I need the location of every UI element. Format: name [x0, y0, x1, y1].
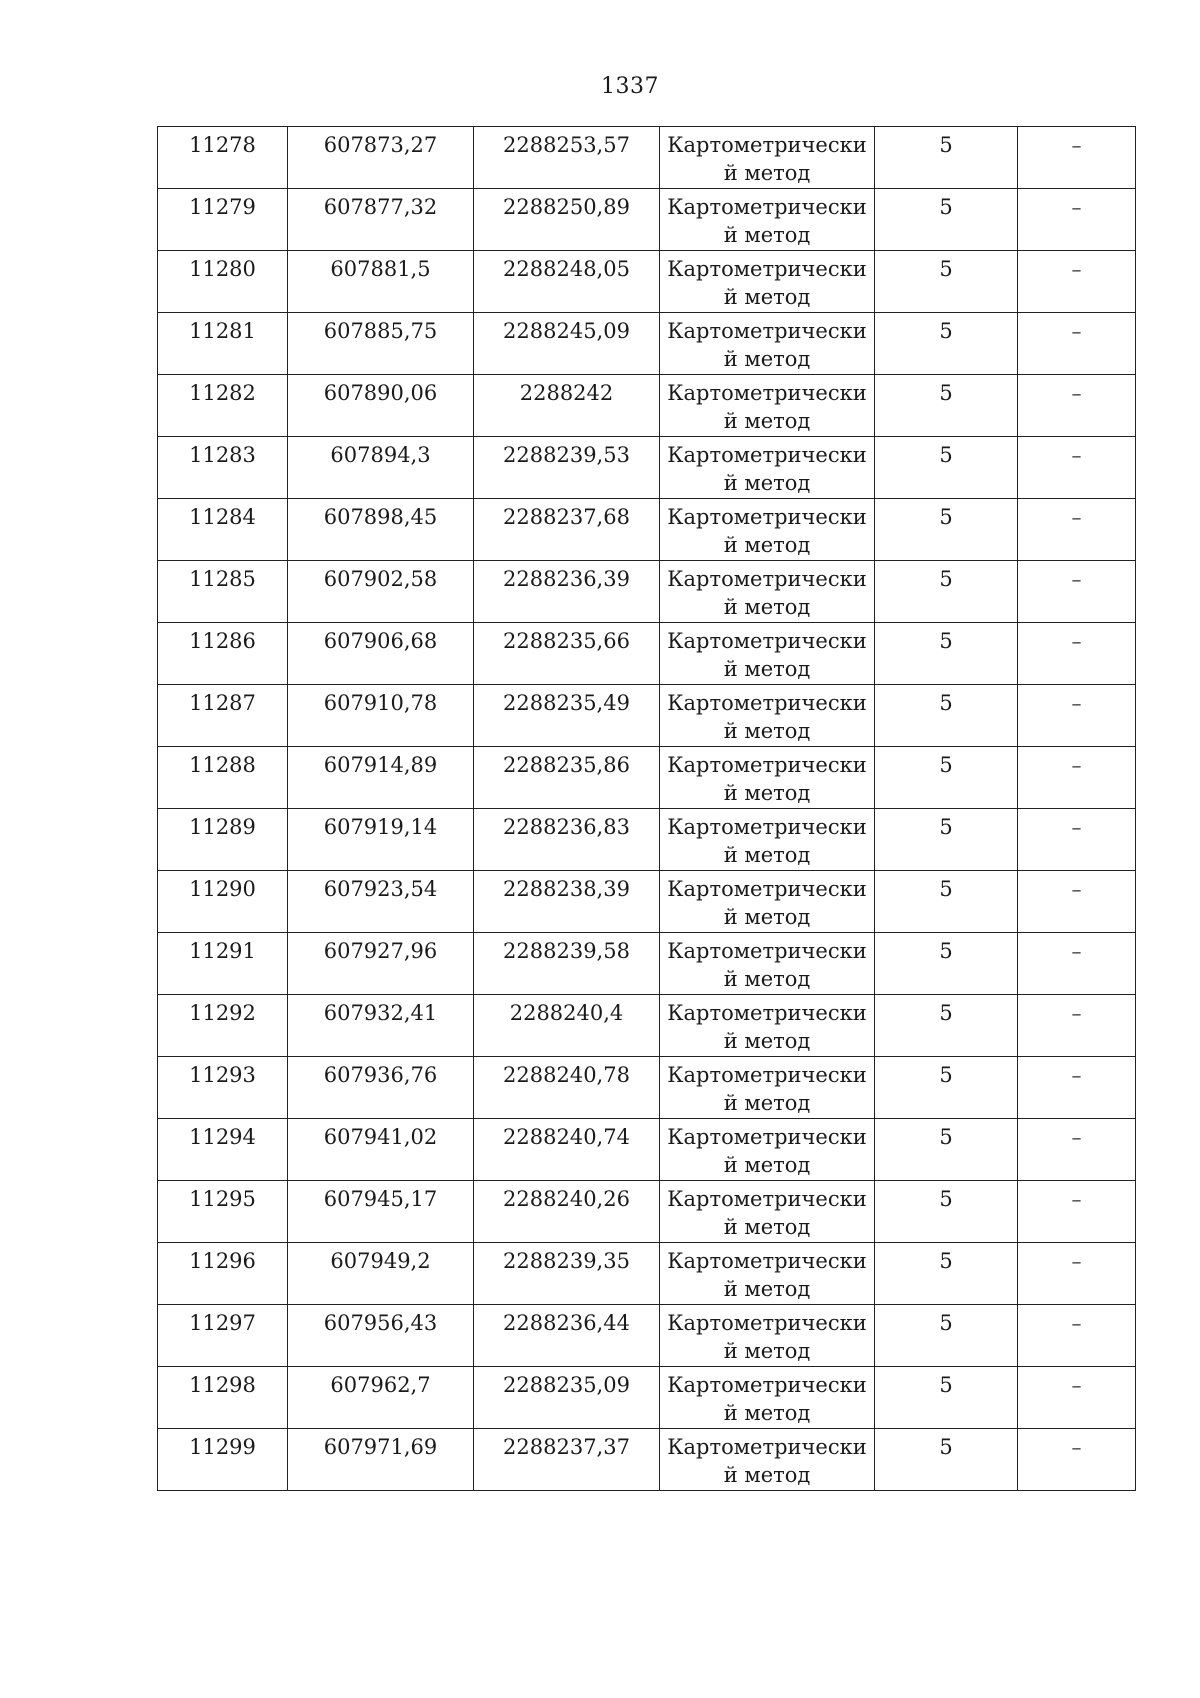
table-row — [158, 933, 1136, 995]
point-number-cell: 11280 — [158, 251, 288, 313]
note-cell: – — [1018, 1057, 1136, 1119]
point-number-cell: 11291 — [158, 933, 288, 995]
coordinates-table — [157, 126, 1136, 1491]
table-row — [158, 1181, 1136, 1243]
point-number-cell: 11299 — [158, 1429, 288, 1491]
table-row — [158, 623, 1136, 685]
table-body — [158, 127, 1136, 1491]
y-coordinate-cell: 2288240,74 — [474, 1119, 660, 1181]
accuracy-cell: 5 — [875, 995, 1018, 1057]
x-coordinate-cell: 607902,58 — [288, 561, 474, 623]
x-coordinate-cell: 607923,54 — [288, 871, 474, 933]
note-cell: – — [1018, 437, 1136, 499]
y-coordinate-cell: 2288239,53 — [474, 437, 660, 499]
accuracy-cell: 5 — [875, 189, 1018, 251]
method-cell: Картометрический метод — [660, 809, 875, 871]
y-coordinate-cell: 2288235,86 — [474, 747, 660, 809]
accuracy-cell: 5 — [875, 623, 1018, 685]
x-coordinate-cell: 607885,75 — [288, 313, 474, 375]
x-coordinate-cell: 607894,3 — [288, 437, 474, 499]
table-row — [158, 127, 1136, 189]
y-coordinate-cell: 2288235,49 — [474, 685, 660, 747]
y-coordinate-cell: 2288236,39 — [474, 561, 660, 623]
x-coordinate-cell: 607936,76 — [288, 1057, 474, 1119]
x-coordinate-cell: 607971,69 — [288, 1429, 474, 1491]
point-number-cell: 11282 — [158, 375, 288, 437]
x-coordinate-cell: 607906,68 — [288, 623, 474, 685]
accuracy-cell: 5 — [875, 1305, 1018, 1367]
note-cell: – — [1018, 1243, 1136, 1305]
x-coordinate-cell: 607945,17 — [288, 1181, 474, 1243]
note-cell: – — [1018, 685, 1136, 747]
method-cell: Картометрический метод — [660, 437, 875, 499]
accuracy-cell: 5 — [875, 1181, 1018, 1243]
point-number-cell: 11278 — [158, 127, 288, 189]
y-coordinate-cell: 2288250,89 — [474, 189, 660, 251]
table-row — [158, 189, 1136, 251]
point-number-cell: 11279 — [158, 189, 288, 251]
table-row — [158, 1305, 1136, 1367]
y-coordinate-cell: 2288235,09 — [474, 1367, 660, 1429]
note-cell: – — [1018, 995, 1136, 1057]
note-cell: – — [1018, 933, 1136, 995]
accuracy-cell: 5 — [875, 375, 1018, 437]
method-cell: Картометрический метод — [660, 1119, 875, 1181]
method-cell: Картометрический метод — [660, 685, 875, 747]
note-cell: – — [1018, 1429, 1136, 1491]
y-coordinate-cell: 2288236,83 — [474, 809, 660, 871]
note-cell: – — [1018, 623, 1136, 685]
x-coordinate-cell: 607898,45 — [288, 499, 474, 561]
x-coordinate-cell: 607941,02 — [288, 1119, 474, 1181]
accuracy-cell: 5 — [875, 685, 1018, 747]
note-cell: – — [1018, 127, 1136, 189]
y-coordinate-cell: 2288253,57 — [474, 127, 660, 189]
point-number-cell: 11289 — [158, 809, 288, 871]
accuracy-cell: 5 — [875, 1429, 1018, 1491]
x-coordinate-cell: 607927,96 — [288, 933, 474, 995]
point-number-cell: 11283 — [158, 437, 288, 499]
table-row — [158, 685, 1136, 747]
method-cell: Картометрический метод — [660, 1057, 875, 1119]
method-cell: Картометрический метод — [660, 623, 875, 685]
method-cell: Картометрический метод — [660, 1181, 875, 1243]
accuracy-cell: 5 — [875, 313, 1018, 375]
note-cell: – — [1018, 561, 1136, 623]
point-number-cell: 11296 — [158, 1243, 288, 1305]
page-number: 1337 — [601, 74, 659, 99]
method-cell: Картометрический метод — [660, 1305, 875, 1367]
point-number-cell: 11294 — [158, 1119, 288, 1181]
table-row — [158, 809, 1136, 871]
table-row — [158, 1429, 1136, 1491]
method-cell: Картометрический метод — [660, 499, 875, 561]
note-cell: – — [1018, 375, 1136, 437]
method-cell: Картометрический метод — [660, 251, 875, 313]
method-cell: Картометрический метод — [660, 995, 875, 1057]
method-cell: Картометрический метод — [660, 747, 875, 809]
accuracy-cell: 5 — [875, 127, 1018, 189]
table-row — [158, 375, 1136, 437]
accuracy-cell: 5 — [875, 1367, 1018, 1429]
point-number-cell: 11288 — [158, 747, 288, 809]
accuracy-cell: 5 — [875, 809, 1018, 871]
accuracy-cell: 5 — [875, 871, 1018, 933]
table-row — [158, 437, 1136, 499]
note-cell: – — [1018, 1181, 1136, 1243]
y-coordinate-cell: 2288236,44 — [474, 1305, 660, 1367]
method-cell: Картометрический метод — [660, 313, 875, 375]
method-cell: Картометрический метод — [660, 1367, 875, 1429]
accuracy-cell: 5 — [875, 437, 1018, 499]
point-number-cell: 11281 — [158, 313, 288, 375]
method-cell: Картометрический метод — [660, 933, 875, 995]
y-coordinate-cell: 2288239,58 — [474, 933, 660, 995]
y-coordinate-cell: 2288238,39 — [474, 871, 660, 933]
method-cell: Картометрический метод — [660, 561, 875, 623]
x-coordinate-cell: 607873,27 — [288, 127, 474, 189]
accuracy-cell: 5 — [875, 251, 1018, 313]
point-number-cell: 11290 — [158, 871, 288, 933]
x-coordinate-cell: 607914,89 — [288, 747, 474, 809]
note-cell: – — [1018, 871, 1136, 933]
table-row — [158, 747, 1136, 809]
note-cell: – — [1018, 809, 1136, 871]
point-number-cell: 11287 — [158, 685, 288, 747]
point-number-cell: 11298 — [158, 1367, 288, 1429]
accuracy-cell: 5 — [875, 1119, 1018, 1181]
method-cell: Картометрический метод — [660, 1243, 875, 1305]
note-cell: – — [1018, 1367, 1136, 1429]
point-number-cell: 11286 — [158, 623, 288, 685]
method-cell: Картометрический метод — [660, 375, 875, 437]
note-cell: – — [1018, 499, 1136, 561]
x-coordinate-cell: 607962,7 — [288, 1367, 474, 1429]
x-coordinate-cell: 607956,43 — [288, 1305, 474, 1367]
x-coordinate-cell: 607932,41 — [288, 995, 474, 1057]
method-cell: Картометрический метод — [660, 871, 875, 933]
x-coordinate-cell: 607890,06 — [288, 375, 474, 437]
x-coordinate-cell: 607877,32 — [288, 189, 474, 251]
table-row — [158, 1243, 1136, 1305]
point-number-cell: 11284 — [158, 499, 288, 561]
y-coordinate-cell: 2288240,26 — [474, 1181, 660, 1243]
note-cell: – — [1018, 313, 1136, 375]
note-cell: – — [1018, 1305, 1136, 1367]
table-row — [158, 499, 1136, 561]
table-row — [158, 251, 1136, 313]
method-cell: Картометрический метод — [660, 1429, 875, 1491]
table-row — [158, 1119, 1136, 1181]
point-number-cell: 11297 — [158, 1305, 288, 1367]
y-coordinate-cell: 2288237,37 — [474, 1429, 660, 1491]
accuracy-cell: 5 — [875, 1057, 1018, 1119]
point-number-cell: 11295 — [158, 1181, 288, 1243]
accuracy-cell: 5 — [875, 1243, 1018, 1305]
x-coordinate-cell: 607949,2 — [288, 1243, 474, 1305]
x-coordinate-cell: 607919,14 — [288, 809, 474, 871]
y-coordinate-cell: 2288245,09 — [474, 313, 660, 375]
note-cell: – — [1018, 251, 1136, 313]
y-coordinate-cell: 2288240,78 — [474, 1057, 660, 1119]
note-cell: – — [1018, 189, 1136, 251]
method-cell: Картометрический метод — [660, 127, 875, 189]
table-row — [158, 995, 1136, 1057]
table-row — [158, 313, 1136, 375]
y-coordinate-cell: 2288235,66 — [474, 623, 660, 685]
table-row — [158, 1367, 1136, 1429]
accuracy-cell: 5 — [875, 933, 1018, 995]
table-row — [158, 561, 1136, 623]
point-number-cell: 11285 — [158, 561, 288, 623]
point-number-cell: 11292 — [158, 995, 288, 1057]
table-row — [158, 871, 1136, 933]
x-coordinate-cell: 607910,78 — [288, 685, 474, 747]
note-cell: – — [1018, 747, 1136, 809]
note-cell: – — [1018, 1119, 1136, 1181]
y-coordinate-cell: 2288237,68 — [474, 499, 660, 561]
y-coordinate-cell: 2288248,05 — [474, 251, 660, 313]
point-number-cell: 11293 — [158, 1057, 288, 1119]
x-coordinate-cell: 607881,5 — [288, 251, 474, 313]
table-row — [158, 1057, 1136, 1119]
accuracy-cell: 5 — [875, 499, 1018, 561]
accuracy-cell: 5 — [875, 561, 1018, 623]
accuracy-cell: 5 — [875, 747, 1018, 809]
y-coordinate-cell: 2288242 — [474, 375, 660, 437]
y-coordinate-cell: 2288239,35 — [474, 1243, 660, 1305]
method-cell: Картометрический метод — [660, 189, 875, 251]
y-coordinate-cell: 2288240,4 — [474, 995, 660, 1057]
